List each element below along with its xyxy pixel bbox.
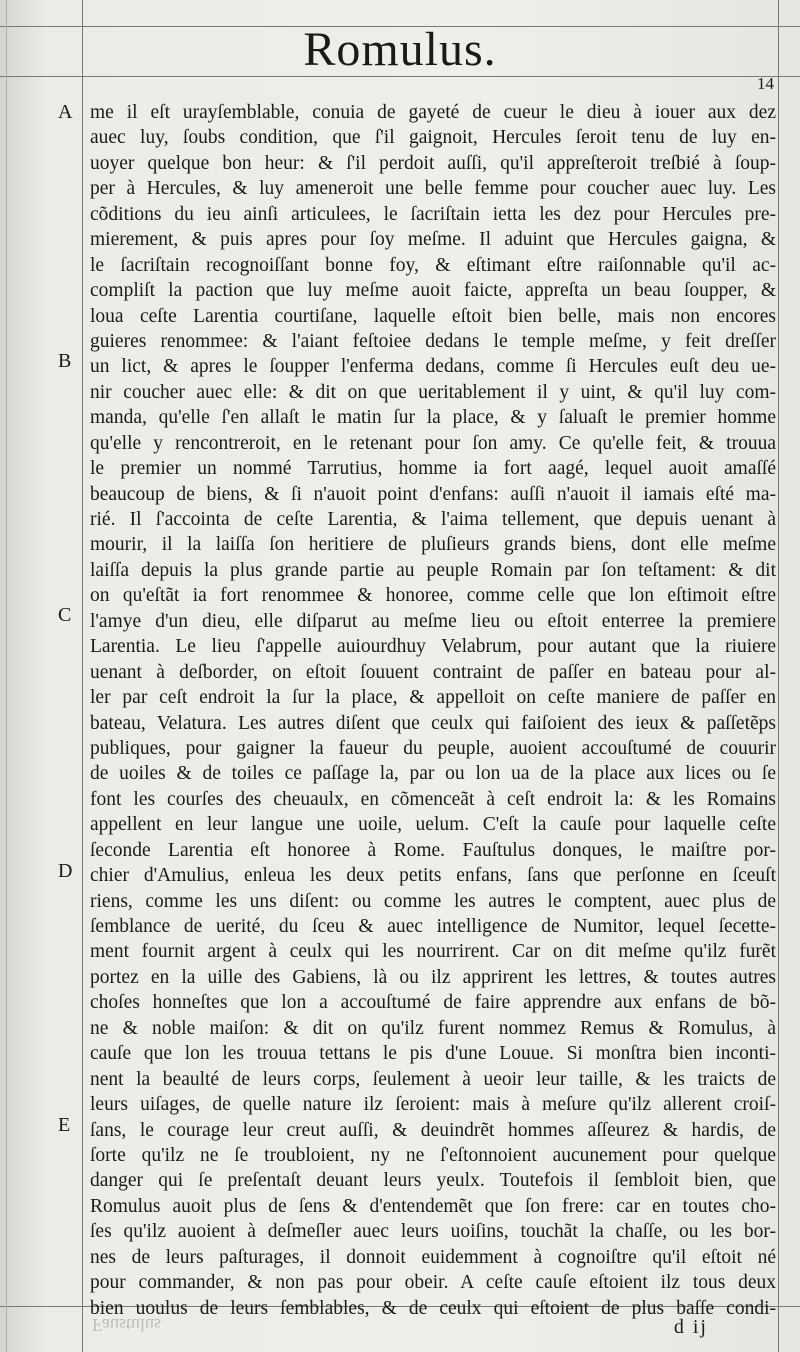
text-line: leurs uiſages, de quelle nature ilz ſeroient: mais à meſure qu'ilz allerent croiſ- [90, 1094, 776, 1116]
text-line: de uoiles & de toiles ce paſſage la, par ou lon ua de la place aux lices ou ſe [90, 763, 776, 785]
text-line: Romulus auoit plus de ſens & d'entendemẽt que ſon frere: car en toutes cho- [90, 1195, 776, 1217]
marginal-letter-d: D [58, 860, 73, 882]
text-line: auec luy, ſoubs condition, que ſ'il gaignoit, Hercules ſeroit tenu de luy en- [90, 127, 776, 149]
text-line: pour commander, & non pas pour obeir. A ceſte cauſe eſtoient ilz tous deux [90, 1272, 776, 1294]
text-line: rié. Il ſ'accointa de ceſte Larentia, & l'aima tellement, que depuis uenant à [90, 509, 776, 530]
gutter-rule [6, 0, 7, 1352]
text-line: le premier un nommé Tarrutius, homme ia fort aagé, lequel auoit amaſſé [90, 458, 776, 480]
text-line: uenant à deſborder, on eſtoit ſouuent contraint de paſſer en bateau pour al- [90, 661, 776, 683]
text-line: nes de leurs paſturages, il donnoit euidemment à cognoiſtre qu'il eſtoit né [90, 1246, 776, 1268]
text-line: cauſe que lon les trouua tettans le pis d'une Louue. Si monſtra bien inconti- [90, 1043, 776, 1065]
text-line: portez en la uille des Gabiens, là ou ilz apprirent les lettres, & toutes autres [90, 966, 776, 988]
marginal-letter-c: C [58, 604, 72, 626]
text-line: loua ceſte Larentia courtiſane, laquelle eſtoit bien belle, mais non encores [90, 305, 776, 327]
text-line: compliſt la paction que luy meſme auoit faicte, appreſta un beau ſoupper, & [90, 280, 776, 302]
text-line: guieres renommee: & l'aiant feſtoiee dedans le temple meſme, y feit dreſſer [90, 330, 776, 352]
text-line: beaucoup de biens, & ſi n'auoit point d'enfans: auſſi n'auoit il iamais eſté ma- [90, 483, 776, 505]
running-head: Romulus. [303, 23, 497, 76]
text-line: ſes qu'ilz auoient à deſmeſler auec leurs uoiſins, touchãt la chaſſe, ou les bor- [90, 1221, 776, 1243]
text-line: qu'elle y rencontreroit, en le retenant pour ſon amy. Ce qu'elle feit, & trouua [90, 432, 776, 454]
text-line: uoyer quelque bon heur: & ſ'il perdoit auſſi, qu'il appreſteroit treſbié à ſoup- [90, 152, 776, 174]
text-line: nir coucher auec elle: & dit on que ueritablement il y uint, & qu'il luy com- [90, 381, 776, 403]
text-line: ſorte qu'ilz ne ſe troubloient, ny ne ſ'eſtonnoient aucunement pour quelque [90, 1144, 776, 1166]
marginal-letter-b: B [58, 350, 72, 372]
text-line: mourir, il la laiſſa ſon heritiere de pluſieurs grands biens, dont elle meſme [90, 534, 776, 556]
text-line: per à Hercules, & luy ameneroit une belle femme pour coucher auec luy. Les [90, 178, 776, 200]
body-text [90, 100, 776, 1321]
text-line: nent la beaulté de leurs corps, ſeulement à ueoir leur taille, & les traicts de [90, 1068, 776, 1090]
text-line: font les courſes des cheuaulx, en cõmenceãt à ceſt endroit la: & les Romains [90, 788, 776, 810]
text-line: un lict, & apres le ſoupper l'enferma dedans, comme ſi Hercules euſt deu ue- [90, 356, 776, 378]
text-line: ler par ceſt endroit la ſur la place, & appelloit on ceſte maniere de paſſer en [90, 687, 776, 709]
text-line: me il eſt urayſemblable, conuia de gayeté de cueur le dieu à iouer aux dez [90, 102, 776, 123]
text-line: ſeconde Larentia eſt honoree à Rome. Fauſtulus donques, le maiſtre por- [90, 839, 776, 861]
signature-mark: d ij [673, 1316, 708, 1338]
left-margin-rule [82, 0, 83, 1352]
text-line: on qu'eſtãt ia fort renommee & honoree, comme celle que lon eſtimoit eſtre [90, 585, 776, 607]
text-line: l'amye d'un dieu, elle diſparut au meſme lieu ou eſtoit enterree la premiere [90, 610, 776, 632]
text-line: le ſacriſtain recognoiſſant bonne foy, & eſtimant eſtre raiſonnable qu'il ac- [90, 254, 776, 276]
text-line: riens, comme les uns diſent: ou comme les autres le comptent, auec plus de [90, 890, 776, 912]
text-line: ne & noble maiſon: & dit on qu'ilz furent nommez Remus & Romulus, à [90, 1017, 776, 1039]
text-line: choſes honneſtes que lon a accouſtumé de faire apprendre aux enfans de bõ- [90, 992, 776, 1014]
text-line: ſans, le courage leur creut auſſi, & deuindrẽt hommes aſſeurez & hardis, de [90, 1119, 776, 1141]
marginal-letter-e: E [58, 1114, 71, 1136]
folio-number: 14 [757, 74, 774, 93]
text-line: laiſſa depuis la plus grande partie au peuple Romain par ſon teſtament: & dit [90, 559, 776, 581]
text-line: bateau, Velatura. Les autres diſent que ceulx qui faiſoient des ieux & paſſetẽps [90, 712, 776, 734]
bleed-through-text: Faustulus [92, 1315, 162, 1335]
text-line: ſemblance de uerité, du ſceu & auec intelligence de Numitor, lequel ſecette- [90, 916, 776, 937]
text-line: appellent en leur langue une uoile, uelum. C'eſt la cauſe pour laquelle ceſte [90, 814, 776, 836]
right-margin-rule [778, 0, 779, 1352]
text-line: cõditions du ieu ainſi articulees, le ſacriſtain ietta les dez pour Hercules pre- [90, 203, 776, 225]
text-line: ment fournit argent à ceulx qui les nourrirent. Car on dit meſme qu'ilz furẽt [90, 941, 776, 963]
text-line: publiques, pour gaigner la faueur du peuple, auoient accouſtumé de couurir [90, 737, 776, 759]
text-line: danger qui ſe preſentaſt deuant leurs yeulx. Toutefois il ſembloit bien, que [90, 1170, 776, 1192]
text-line: bien uoulus de leurs ſemblables, & de ceulx qui eſtoient de plus baſſe condi- [90, 1297, 776, 1319]
marginal-letter-a: A [58, 101, 73, 123]
text-line: manda, qu'elle ſ'en allaſt le matin ſur la place, & y ſaluaſt le premier homme [90, 407, 776, 429]
text-line: mierement, & puis apres pour ſoy meſme. Il aduint que Hercules gaigna, & [90, 229, 776, 251]
text-line: chier d'Amulius, enleua les deux petits enfans, ſans que perſonne en ſceuſt [90, 865, 776, 887]
text-line: Larentia. Le lieu ſ'appelle auiourdhuy Velabrum, pour autant que la riuiere [90, 636, 776, 658]
